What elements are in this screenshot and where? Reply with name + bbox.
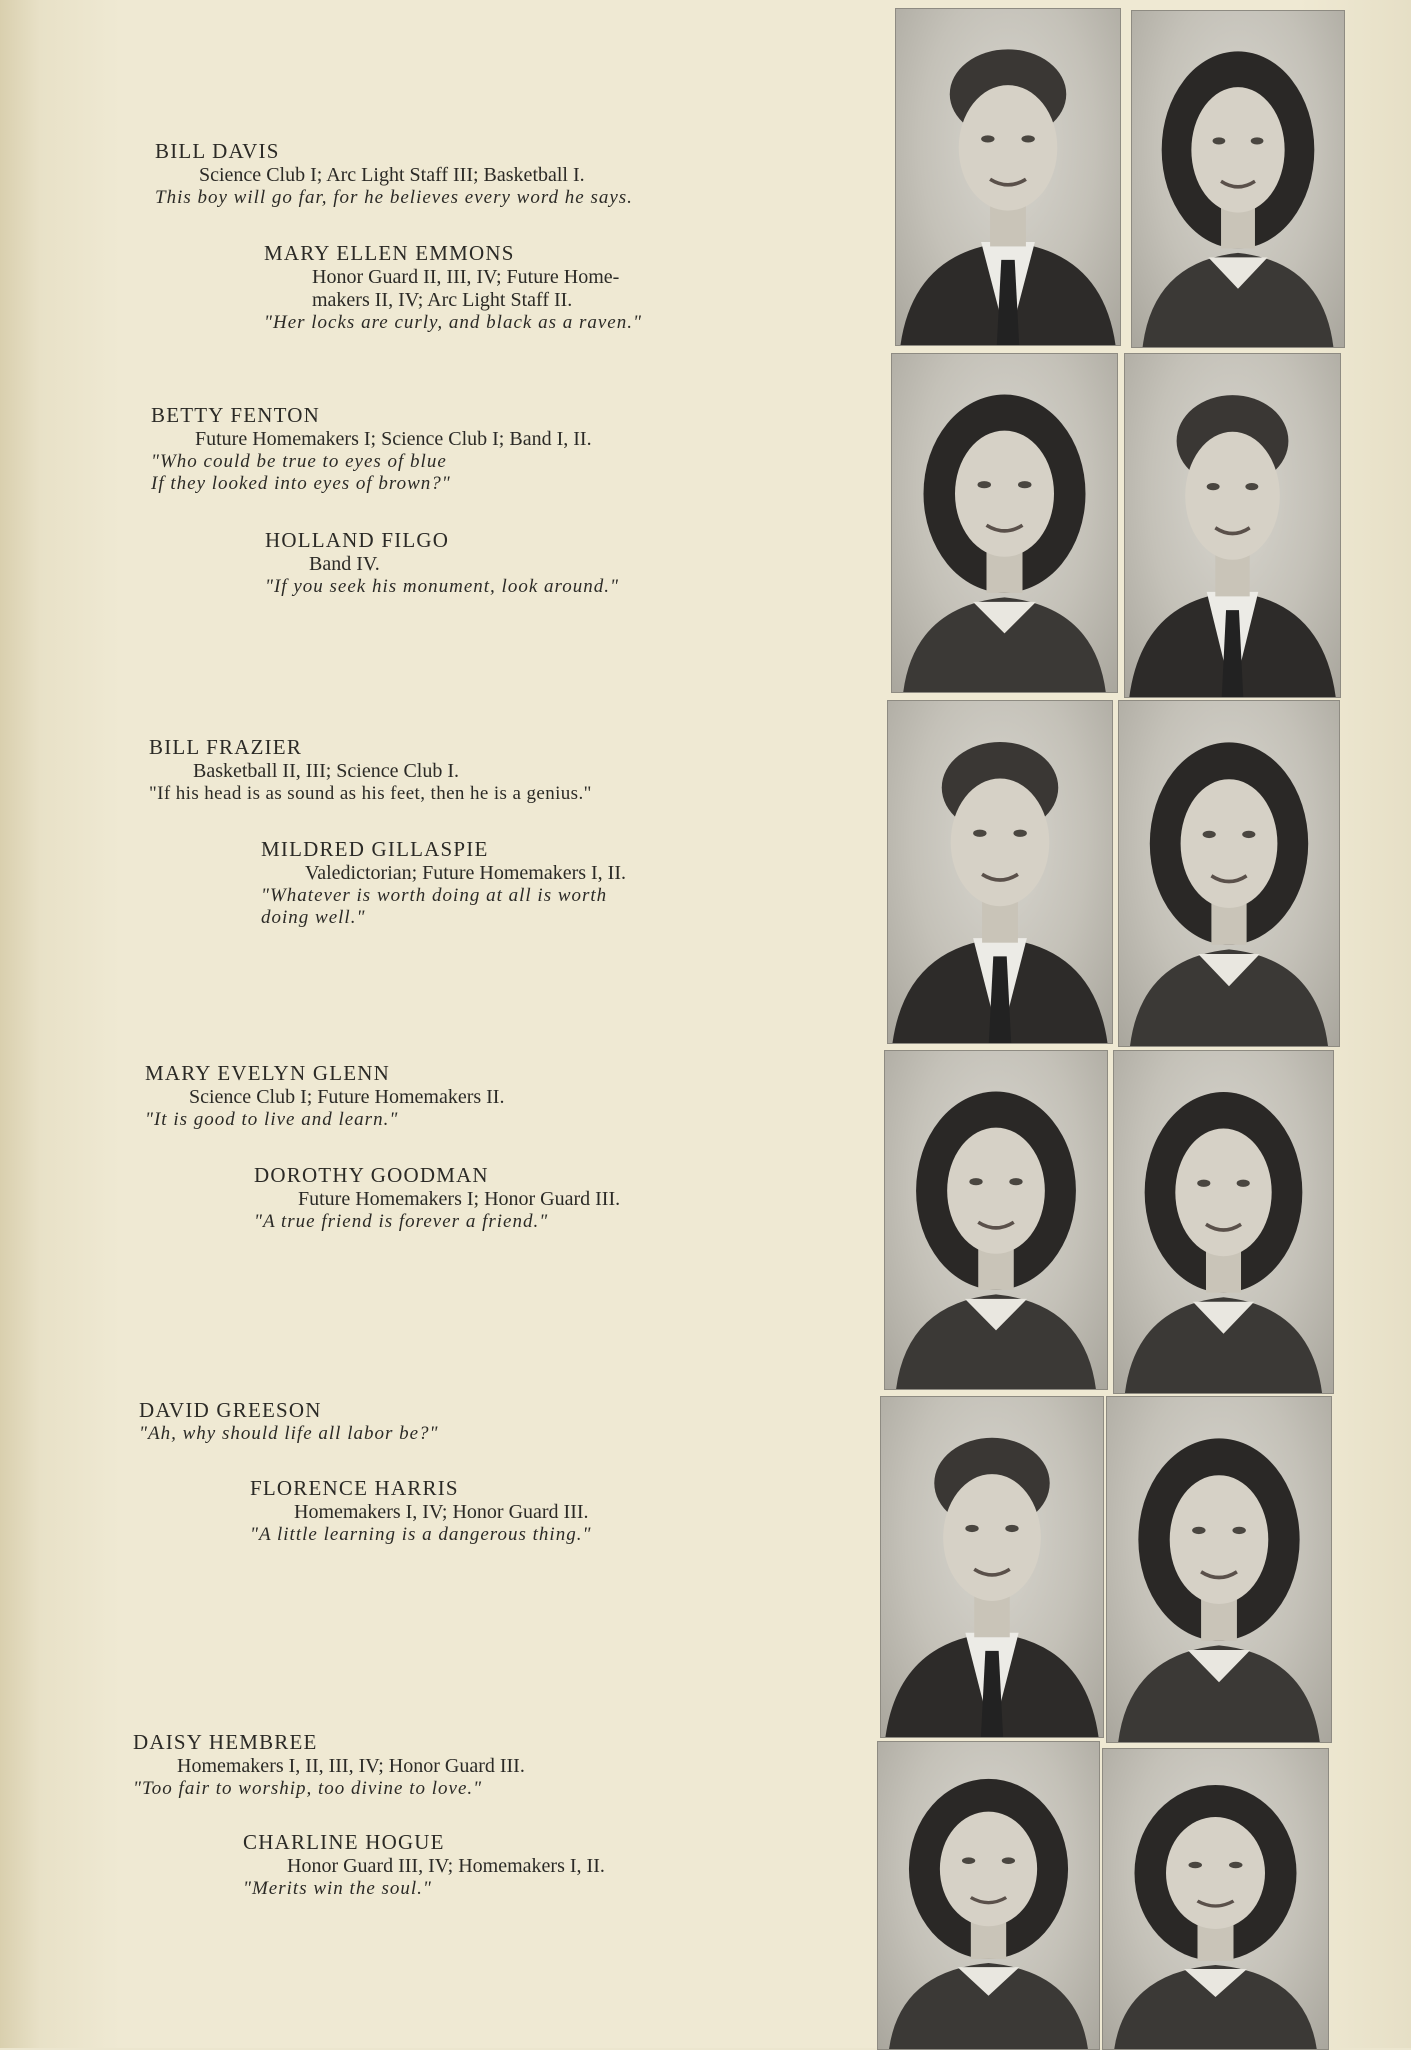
senior-quote: "If you seek his monument, look around." xyxy=(265,576,619,597)
senior-name: MARY ELLEN EMMONS xyxy=(264,241,515,265)
student-portrait xyxy=(887,700,1113,1044)
senior-activities: Band IV. xyxy=(309,553,380,575)
student-portrait xyxy=(1131,10,1345,348)
student-portrait xyxy=(1118,700,1340,1047)
student-portrait xyxy=(1102,1748,1329,2050)
senior-quote: "Ah, why should life all labor be?" xyxy=(139,1423,439,1444)
student-portrait xyxy=(891,353,1118,693)
senior-activities: Honor Guard III, IV; Homemakers I, II. xyxy=(287,1855,605,1877)
senior-quote: "Merits win the soul." xyxy=(243,1878,432,1899)
senior-name: HOLLAND FILGO xyxy=(265,528,450,552)
senior-name: DAISY HEMBREE xyxy=(133,1730,318,1754)
senior-quote: "Her locks are curly, and black as a raven." xyxy=(264,312,642,333)
senior-quote: "Who could be true to eyes of blue If they looked into eyes of brown?" xyxy=(151,451,451,494)
senior-quote: "If his head is as sound as his feet, then he is a genius." xyxy=(149,783,592,804)
senior-entry xyxy=(139,1397,899,1445)
senior-activities: Homemakers I, IV; Honor Guard III. xyxy=(294,1501,589,1523)
senior-entry xyxy=(155,138,915,209)
student-portrait xyxy=(877,1741,1100,2050)
senior-entry xyxy=(133,1729,893,1800)
senior-activities: Future Homemakers I; Science Club I; Band I, II. xyxy=(195,428,592,450)
senior-activities: Future Homemakers I; Honor Guard III. xyxy=(298,1188,621,1210)
senior-activities: Basketball II, III; Science Club I. xyxy=(193,760,460,782)
senior-activities: Honor Guard II, III, IV; Future Home- makers II, IV; Arc Light Staff II. xyxy=(312,266,620,311)
senior-quote: "Whatever is worth doing at all is worth doing well." xyxy=(261,885,608,928)
student-portrait xyxy=(1113,1050,1334,1394)
senior-activities: Science Club I; Arc Light Staff III; Basketball I. xyxy=(199,164,585,186)
senior-name: BETTY FENTON xyxy=(151,403,320,427)
senior-activities: Science Club I; Future Homemakers II. xyxy=(189,1086,505,1108)
student-portrait xyxy=(884,1050,1108,1390)
senior-name: DOROTHY GOODMAN xyxy=(254,1163,489,1187)
senior-quote: "It is good to live and learn." xyxy=(145,1109,399,1130)
senior-name: FLORENCE HARRIS xyxy=(250,1476,459,1500)
senior-quote: "A true friend is forever a friend." xyxy=(254,1211,549,1232)
senior-entry xyxy=(151,402,911,495)
senior-quote: "A little learning is a dangerous thing." xyxy=(250,1524,592,1545)
senior-activities: Homemakers I, II, III, IV; Honor Guard III. xyxy=(177,1755,525,1777)
senior-quote: "Too fair to worship, too divine to love." xyxy=(133,1778,483,1799)
senior-quote: This boy will go far, for he believes every word he says. xyxy=(155,187,633,208)
senior-name: MILDRED GILLASPIE xyxy=(261,837,489,861)
senior-activities: Valedictorian; Future Homemakers I, II. xyxy=(305,862,627,884)
senior-name: BILL DAVIS xyxy=(155,139,280,163)
student-portrait xyxy=(880,1396,1104,1738)
senior-entry xyxy=(145,1060,905,1131)
student-portrait xyxy=(1124,353,1341,698)
senior-entry xyxy=(149,734,909,805)
senior-name: BILL FRAZIER xyxy=(149,735,303,759)
senior-name: MARY EVELYN GLENN xyxy=(145,1061,391,1085)
student-portrait xyxy=(1106,1396,1332,1743)
senior-name: CHARLINE HOGUE xyxy=(243,1830,445,1854)
senior-name: DAVID GREESON xyxy=(139,1398,322,1422)
student-portrait xyxy=(895,8,1121,346)
